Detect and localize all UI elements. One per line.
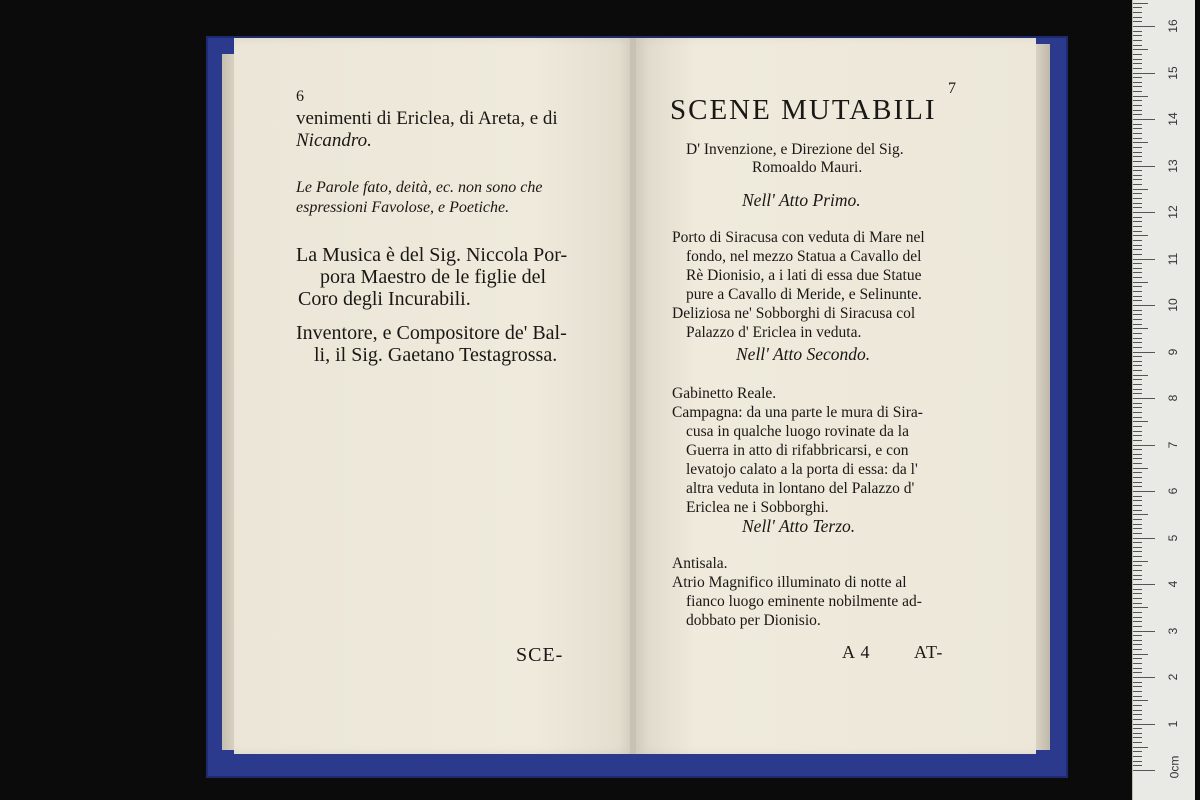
ruler-tick bbox=[1133, 189, 1148, 190]
ruler-tick bbox=[1133, 724, 1155, 725]
ruler-tick bbox=[1133, 156, 1142, 157]
ruler-tick bbox=[1133, 226, 1142, 227]
ruler-tick bbox=[1133, 184, 1142, 185]
text-line: cusa in qualche luogo rovinate da la bbox=[686, 423, 909, 440]
text-line: pora Maestro de le figlie del bbox=[320, 266, 547, 288]
text-line: dobbato per Dionisio. bbox=[686, 612, 821, 629]
ruler-tick bbox=[1133, 119, 1155, 120]
ruler-tick bbox=[1133, 26, 1155, 27]
ruler-tick bbox=[1133, 314, 1142, 315]
ruler-tick bbox=[1133, 761, 1142, 762]
ruler-tick bbox=[1133, 593, 1142, 594]
ruler-tick bbox=[1133, 500, 1142, 501]
ruler-tick bbox=[1133, 705, 1142, 706]
text-line: fianco luogo eminente nobilmente ad- bbox=[686, 593, 922, 610]
ruler-tick bbox=[1133, 235, 1148, 236]
ruler-tick bbox=[1133, 468, 1148, 469]
ruler-tick bbox=[1133, 626, 1142, 627]
ruler-tick bbox=[1133, 59, 1142, 60]
text-line: Romoaldo Mauri. bbox=[752, 159, 863, 176]
ruler-tick bbox=[1133, 435, 1142, 436]
ruler-tick bbox=[1133, 207, 1142, 208]
ruler-number: 13 bbox=[1166, 158, 1180, 173]
text-line: pure a Cavallo di Meride, e Selinunte. bbox=[686, 286, 922, 303]
ruler-tick bbox=[1133, 54, 1142, 55]
ruler-tick bbox=[1133, 319, 1142, 320]
ruler-tick bbox=[1133, 361, 1142, 362]
ruler-number: 1 bbox=[1166, 720, 1180, 727]
ruler-tick bbox=[1133, 221, 1142, 222]
ruler-tick bbox=[1133, 510, 1142, 511]
ruler-tick bbox=[1133, 300, 1142, 301]
ruler-tick bbox=[1133, 342, 1142, 343]
text-line: li, il Sig. Gaetano Testagrossa. bbox=[314, 344, 558, 366]
ruler-tick bbox=[1133, 370, 1142, 371]
ruler-number: 6 bbox=[1166, 487, 1180, 495]
ruler-tick bbox=[1133, 240, 1142, 241]
text-line: Inventore, e Compositore de' Bal- bbox=[296, 322, 567, 344]
text-line: Gabinetto Reale. bbox=[672, 385, 777, 402]
ruler-tick bbox=[1133, 324, 1142, 325]
ruler-tick bbox=[1133, 193, 1142, 194]
ruler-tick bbox=[1133, 612, 1142, 613]
ruler-tick bbox=[1133, 17, 1142, 18]
ruler-number: 3 bbox=[1166, 627, 1180, 634]
ruler-tick bbox=[1133, 231, 1142, 232]
ruler-tick bbox=[1133, 505, 1142, 506]
ruler-tick bbox=[1133, 198, 1142, 199]
ruler-number: 4 bbox=[1166, 580, 1180, 588]
ruler-tick bbox=[1133, 282, 1148, 283]
ruler-tick bbox=[1133, 710, 1142, 711]
ruler-tick bbox=[1133, 621, 1142, 622]
ruler-tick bbox=[1133, 728, 1142, 729]
ruler-tick bbox=[1133, 412, 1142, 413]
ruler-tick bbox=[1133, 575, 1142, 576]
measurement-ruler bbox=[1132, 0, 1195, 800]
ruler-tick bbox=[1133, 110, 1142, 111]
ruler-tick bbox=[1133, 310, 1142, 311]
ruler-tick bbox=[1133, 677, 1155, 678]
text-line: Atrio Magnifico illuminato di notte al bbox=[672, 574, 907, 591]
text-line: venimenti di Ericlea, di Areta, e di bbox=[296, 108, 558, 129]
ruler-tick bbox=[1133, 524, 1142, 525]
ruler-tick bbox=[1133, 35, 1142, 36]
ruler-tick bbox=[1133, 556, 1142, 557]
ruler-tick bbox=[1133, 403, 1142, 404]
ruler-tick bbox=[1133, 179, 1142, 180]
ruler-tick bbox=[1133, 268, 1142, 269]
ruler-tick bbox=[1133, 347, 1142, 348]
ruler-tick bbox=[1133, 496, 1142, 497]
ruler-tick bbox=[1133, 514, 1148, 515]
ruler-tick bbox=[1133, 161, 1142, 162]
ruler-tick bbox=[1133, 170, 1142, 171]
ruler-tick bbox=[1133, 472, 1142, 473]
section-heading: Nell' Atto Primo. bbox=[742, 190, 861, 210]
text-line: Le Parole fato, deità, ec. non sono che bbox=[296, 179, 543, 196]
ruler-tick bbox=[1133, 217, 1142, 218]
ruler-tick bbox=[1133, 421, 1148, 422]
ruler-tick bbox=[1133, 407, 1142, 408]
ruler-tick bbox=[1133, 291, 1142, 292]
ruler-tick bbox=[1133, 73, 1155, 74]
ruler-tick bbox=[1133, 579, 1142, 580]
ruler-tick bbox=[1133, 533, 1142, 534]
page-number: 7 bbox=[948, 80, 956, 97]
text-line: D' Invenzione, e Direzione del Sig. bbox=[686, 141, 904, 158]
ruler-number: 10 bbox=[1166, 298, 1180, 312]
ruler-tick bbox=[1133, 482, 1142, 483]
ruler-tick bbox=[1133, 375, 1148, 376]
ruler-tick bbox=[1133, 31, 1142, 32]
ruler-tick bbox=[1133, 598, 1142, 599]
ruler-tick bbox=[1133, 440, 1142, 441]
ruler-tick bbox=[1133, 7, 1142, 8]
ruler-tick bbox=[1133, 254, 1142, 255]
ruler-tick bbox=[1133, 328, 1148, 329]
ruler-tick bbox=[1133, 617, 1142, 618]
ruler-tick bbox=[1133, 128, 1142, 129]
ruler-number: 7 bbox=[1166, 441, 1180, 448]
ruler-tick bbox=[1133, 431, 1142, 432]
ruler-number: 12 bbox=[1166, 205, 1180, 219]
ruler-number: 11 bbox=[1166, 252, 1180, 265]
section-heading: Nell' Atto Secondo. bbox=[736, 344, 871, 364]
ruler-tick bbox=[1133, 138, 1142, 139]
ruler-tick bbox=[1133, 263, 1142, 264]
ruler-number: 16 bbox=[1166, 19, 1180, 33]
ruler-tick bbox=[1133, 635, 1142, 636]
ruler-tick bbox=[1133, 640, 1142, 641]
text-line: Antisala. bbox=[672, 555, 728, 572]
text-line: Ericlea ne i Sobborghi. bbox=[686, 499, 829, 516]
ruler-tick bbox=[1133, 426, 1142, 427]
ruler-tick bbox=[1133, 63, 1142, 64]
ruler-tick bbox=[1133, 445, 1155, 446]
ruler-tick bbox=[1133, 86, 1142, 87]
ruler-tick bbox=[1133, 417, 1142, 418]
right-page bbox=[636, 38, 1036, 754]
ruler-tick bbox=[1133, 542, 1142, 543]
text-line: Palazzo d' Ericlea in veduta. bbox=[686, 324, 862, 341]
ruler-tick bbox=[1133, 49, 1148, 50]
ruler-tick bbox=[1133, 68, 1142, 69]
ruler-tick bbox=[1133, 393, 1142, 394]
ruler-tick bbox=[1133, 40, 1142, 41]
ruler-tick bbox=[1133, 212, 1155, 213]
catchword: SCE- bbox=[516, 644, 564, 666]
ruler-tick bbox=[1133, 259, 1155, 260]
ruler-tick bbox=[1133, 607, 1148, 608]
ruler-number: 8 bbox=[1166, 394, 1180, 402]
catchword: AT- bbox=[914, 642, 944, 662]
text-line: Coro degli Incurabili. bbox=[298, 288, 471, 310]
text-line: Porto di Siracusa con veduta di Mare nel bbox=[672, 229, 925, 246]
ruler-tick bbox=[1133, 133, 1142, 134]
ruler-tick bbox=[1133, 296, 1142, 297]
page-title: SCENE MUTABILI bbox=[670, 94, 937, 126]
ruler-tick bbox=[1133, 384, 1142, 385]
ruler-tick bbox=[1133, 142, 1148, 143]
ruler-tick bbox=[1133, 333, 1142, 334]
ruler-tick bbox=[1133, 91, 1142, 92]
left-page bbox=[234, 38, 632, 754]
ruler-tick bbox=[1133, 175, 1142, 176]
text-line: fondo, nel mezzo Statua a Cavallo del bbox=[686, 248, 922, 265]
ruler-tick bbox=[1133, 491, 1155, 492]
ruler-tick bbox=[1133, 449, 1142, 450]
ruler-tick bbox=[1133, 742, 1142, 743]
text-line: levatojo calato a la porta di essa: da l' bbox=[686, 461, 918, 478]
ruler-tick bbox=[1133, 100, 1142, 101]
ruler-tick bbox=[1133, 96, 1148, 97]
ruler-tick bbox=[1133, 551, 1142, 552]
ruler-tick bbox=[1133, 528, 1142, 529]
ruler-tick bbox=[1133, 570, 1142, 571]
ruler-tick bbox=[1133, 3, 1148, 4]
ruler-tick bbox=[1133, 249, 1142, 250]
ruler-tick bbox=[1133, 458, 1142, 459]
ruler-tick bbox=[1133, 765, 1142, 766]
ruler-tick bbox=[1133, 770, 1155, 771]
ruler-tick bbox=[1133, 105, 1142, 106]
ruler-tick bbox=[1133, 589, 1142, 590]
ruler-tick bbox=[1133, 565, 1142, 566]
ruler-tick bbox=[1133, 398, 1155, 399]
ruler-tick bbox=[1133, 654, 1148, 655]
ruler-tick bbox=[1133, 77, 1142, 78]
ruler-tick bbox=[1133, 277, 1142, 278]
ruler-tick bbox=[1133, 305, 1155, 306]
ruler-tick bbox=[1133, 668, 1142, 669]
ruler-tick bbox=[1133, 147, 1142, 148]
ruler-tick bbox=[1133, 203, 1142, 204]
ruler-tick bbox=[1133, 691, 1142, 692]
ruler-number: 2 bbox=[1166, 673, 1180, 681]
ruler-tick bbox=[1133, 166, 1155, 167]
ruler-tick bbox=[1133, 114, 1142, 115]
ruler-tick bbox=[1133, 682, 1142, 683]
ruler-tick bbox=[1133, 649, 1142, 650]
ruler-tick bbox=[1133, 454, 1142, 455]
ruler-tick bbox=[1133, 603, 1142, 604]
ruler-tick bbox=[1133, 584, 1155, 585]
ruler-tick bbox=[1133, 338, 1142, 339]
ruler-tick bbox=[1133, 561, 1148, 562]
ruler-tick bbox=[1133, 152, 1142, 153]
ruler-tick bbox=[1133, 747, 1148, 748]
ruler-tick bbox=[1133, 714, 1142, 715]
ruler-tick bbox=[1133, 519, 1142, 520]
ruler-number: 14 bbox=[1166, 112, 1180, 126]
ruler-tick bbox=[1133, 538, 1155, 539]
ruler-tick bbox=[1133, 686, 1142, 687]
ruler-tick bbox=[1133, 12, 1142, 13]
ruler-tick bbox=[1133, 124, 1142, 125]
ruler-tick bbox=[1133, 463, 1142, 464]
ruler-tick bbox=[1133, 631, 1155, 632]
ruler-tick bbox=[1133, 477, 1142, 478]
ruler-tick bbox=[1133, 389, 1142, 390]
ruler-tick bbox=[1133, 486, 1142, 487]
ruler-tick bbox=[1133, 733, 1142, 734]
ruler-tick bbox=[1133, 700, 1148, 701]
text-line: La Musica è del Sig. Niccola Por- bbox=[296, 244, 568, 266]
page-block-edge-right bbox=[1036, 44, 1050, 750]
text-line: altra veduta in lontano del Palazzo d' bbox=[686, 480, 915, 497]
ruler-number: 9 bbox=[1166, 348, 1180, 355]
ruler-tick bbox=[1133, 658, 1142, 659]
ruler-tick bbox=[1133, 644, 1142, 645]
ruler-tick bbox=[1133, 751, 1142, 752]
ruler-tick bbox=[1133, 356, 1142, 357]
ruler-tick bbox=[1133, 547, 1142, 548]
ruler-tick bbox=[1133, 286, 1142, 287]
section-heading: Nell' Atto Terzo. bbox=[742, 516, 856, 536]
text-line: Guerra in atto di rifabbricarsi, e con bbox=[686, 442, 909, 459]
ruler-tick bbox=[1133, 245, 1142, 246]
ruler-tick bbox=[1133, 21, 1142, 22]
ruler-number: 15 bbox=[1166, 65, 1180, 80]
text-line: Nicandro. bbox=[296, 130, 372, 151]
signature-mark: A 4 bbox=[842, 642, 871, 662]
ruler-number: 5 bbox=[1166, 534, 1180, 541]
ruler-unit-label: 0cm bbox=[1167, 755, 1182, 779]
ruler-tick bbox=[1133, 663, 1142, 664]
ruler-tick bbox=[1133, 719, 1142, 720]
ruler-tick bbox=[1133, 272, 1142, 273]
ruler-tick bbox=[1133, 672, 1142, 673]
ruler-tick bbox=[1133, 737, 1142, 738]
text-line: espressioni Favolose, e Poetiche. bbox=[296, 199, 510, 216]
ruler-tick bbox=[1133, 379, 1142, 380]
text-line: Deliziosa ne' Sobborghi di Siracusa col bbox=[672, 305, 916, 322]
ruler-tick bbox=[1133, 45, 1142, 46]
ruler-tick bbox=[1133, 352, 1155, 353]
text-line: Campagna: da una parte le mura di Sira- bbox=[672, 404, 923, 421]
ruler-tick bbox=[1133, 82, 1142, 83]
text-line: Rè Dionisio, a i lati di essa due Statue bbox=[686, 267, 922, 284]
ruler-tick bbox=[1133, 756, 1142, 757]
ruler-tick bbox=[1133, 696, 1142, 697]
ruler-tick bbox=[1133, 365, 1142, 366]
page-number: 6 bbox=[296, 88, 304, 105]
